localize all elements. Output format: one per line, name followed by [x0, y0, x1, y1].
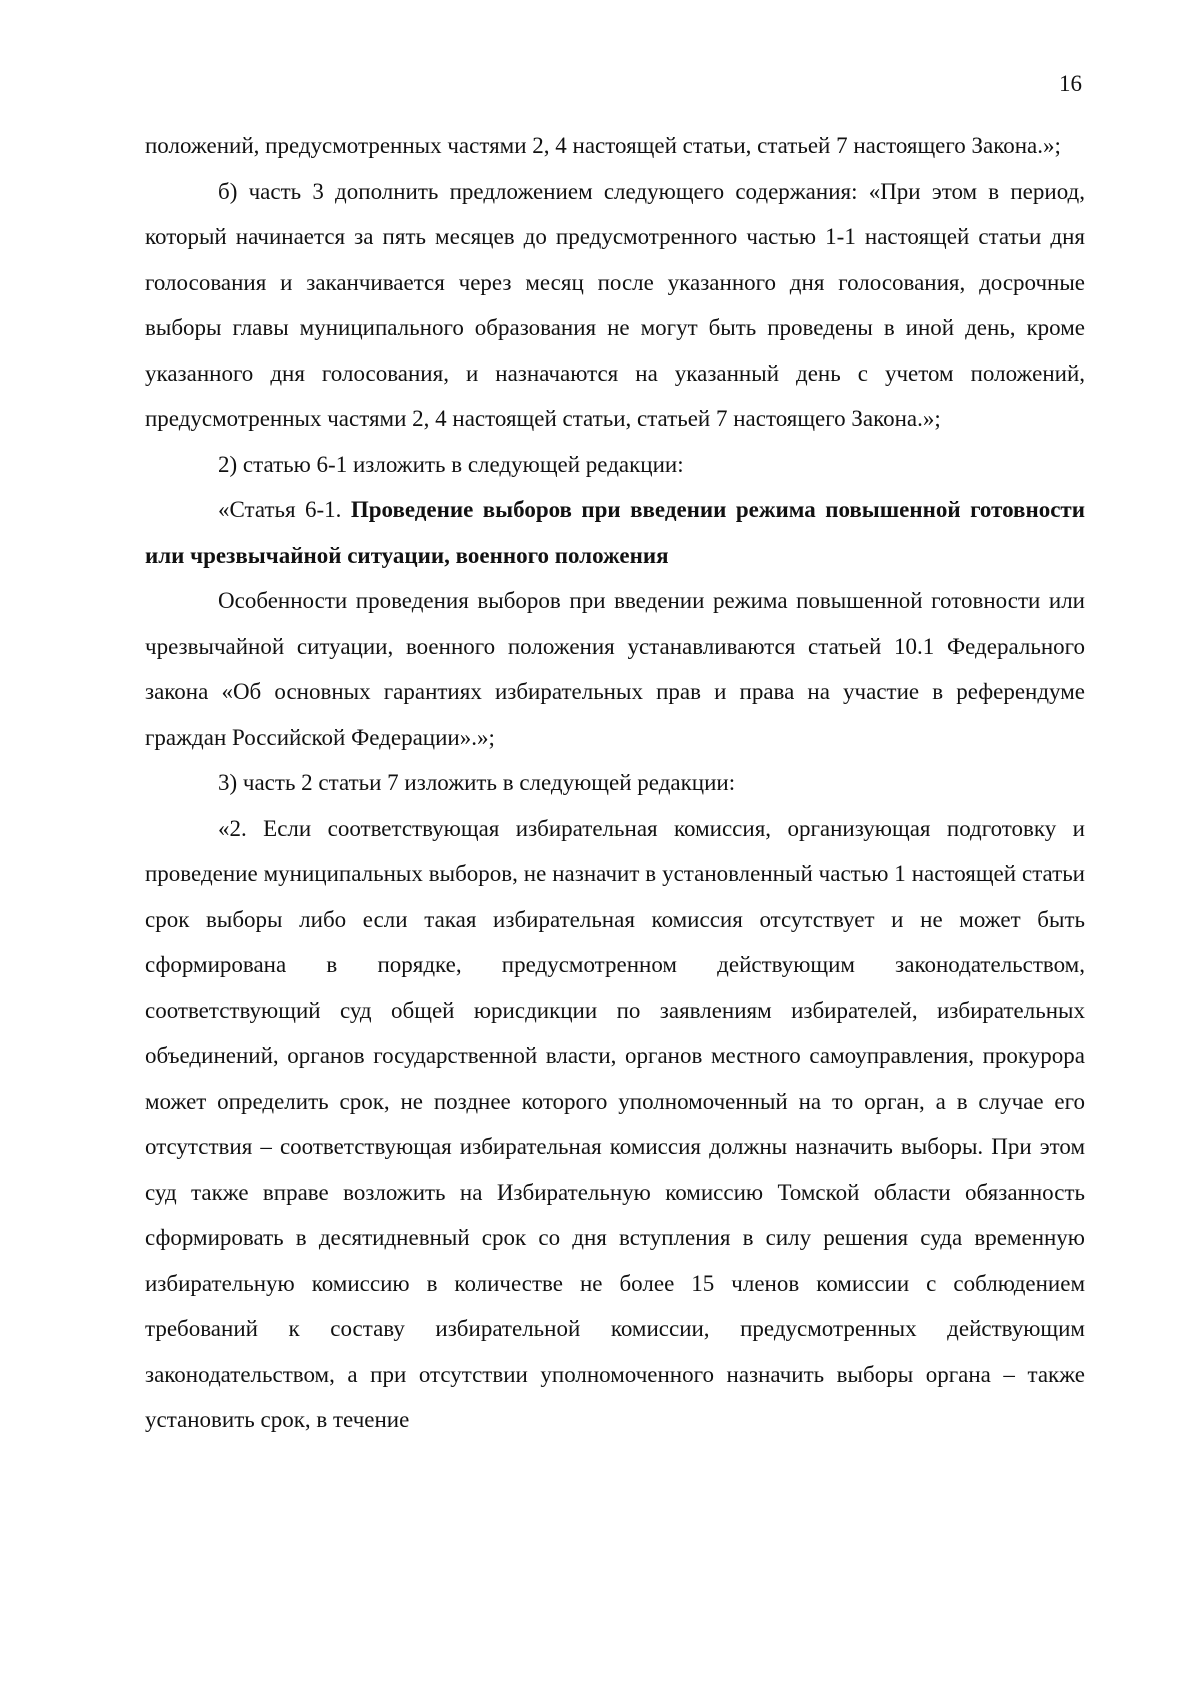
article-heading: [145, 487, 1085, 578]
paragraph-part-b: б) часть 3 дополнить предложением следующего содержания: «При этом в период, который начинается за пять месяцев до предусмотренного частью 1-1 настоящей статьи дня голосования и заканчивается через месяц после указанного дня голосования, досрочные выборы главы муниципального образования не могут быть проведены в иной день, кроме указанного дня голосования, и назначаются на указанный день с учетом положений, предусмотренных частями 2, 4 настоящей статьи, статьей 7 настоящего Закона.»;: [145, 178, 1085, 431]
paragraph-item-3: 3) часть 2 статьи 7 изложить в следующей редакции:: [218, 770, 736, 795]
paragraph-item-2: 2) статью 6-1 изложить в следующей редакции:: [218, 451, 684, 477]
paragraph-article-body: Особенности проведения выборов при введении режима повышенной готовности или чрезвычайной ситуации, военного положения устанавливаются статьей 10.1 Федерального закона «Об основных гарантиях избирательных прав и права на участие в референдуме граждан Российской Федерации».»;: [145, 588, 1085, 750]
paragraph-part-2: «2. Если соответствующая избирательная комиссия, организующая подготовку и проведение муниципальных выборов, не назначит в установленный частью 1 настоящей статьи срок выборы либо если такая избирательная комиссия отсутствует и не может быть сформирована в порядке, предусмотренном действующим законодательством, соответствующий суд общей юрисдикции по заявлениям избирателей, избирательных объединений, органов государственной власти, органов местного самоуправления, прокурора может определить срок, не позднее которого уполномоченный на то орган, а в случае его отсутствия – соответствующая избирательная комиссия должны назначить выборы. При этом суд также вправе возложить на Избирательную комиссию Томской области обязанность сформировать в десятидневный срок со дня вступления в силу решения суда временную избирательную комиссию в количестве не более 15 членов комиссии с соблюдением требований к составу избирательной комиссии, предусмотренных действующим законодательством, а при отсутствии уполномоченного назначить выборы органа – также установить срок, в течение: [145, 815, 1085, 1432]
document-body: [145, 123, 1085, 1443]
article-title: Проведение выборов при введении режима повышенной готовности или чрезвычайной ситуации, военного положения: [145, 497, 1085, 568]
paragraph-continuation: положений, предусмотренных частями 2, 4 настоящей статьи, статьей 7 настоящего Закона.»;: [145, 133, 1061, 158]
page-number: 16: [1059, 71, 1082, 96]
article-number: «Статья 6-1.: [218, 497, 351, 522]
